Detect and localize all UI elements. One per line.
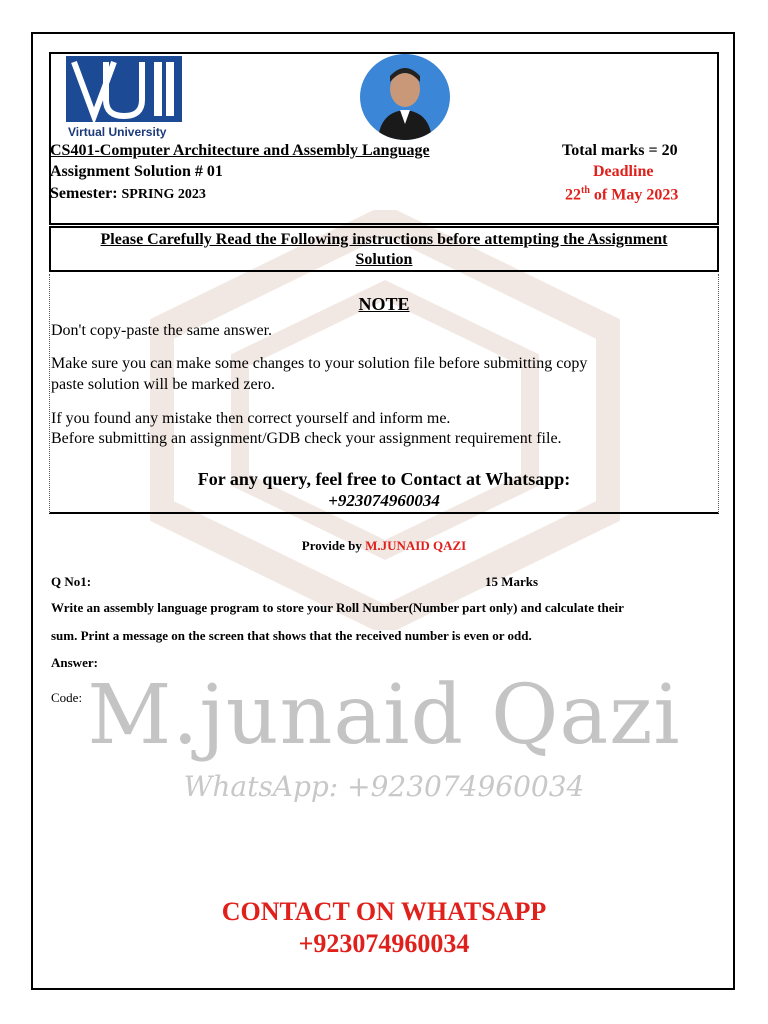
deadline-date <box>565 185 678 204</box>
instructions-line1: Please Carefully Read the Following instructions before attempting the Assignment <box>100 231 668 248</box>
question-text-2: sum. Print a message on the screen that shows that the received number is even or odd. <box>51 628 532 643</box>
answer-label: Answer: <box>51 655 98 670</box>
deadline-label: Deadline <box>593 163 654 180</box>
contact-title: For any query, feel free to Contact at Whatsapp: <box>197 469 571 489</box>
assignment-title: Assignment Solution # 01 <box>50 163 223 180</box>
logo-caption: Virtual University <box>68 125 167 139</box>
semester-value: SPRING 2023 <box>121 187 206 202</box>
question-marks: 15 Marks <box>485 574 539 589</box>
footer-contact-title: CONTACT ON WHATSAPP <box>221 897 547 926</box>
code-label: Code: <box>51 690 83 705</box>
instructions-heading <box>49 226 719 272</box>
deadline-suffix: th <box>581 185 590 196</box>
course-title: CS401-Computer Architecture and Assembly Language <box>50 142 430 159</box>
note-title: NOTE <box>358 294 410 314</box>
note-paragraph-2a: Make sure you can make some changes to your solution file before submitting copy <box>51 355 588 372</box>
watermark-whatsapp: WhatsApp: +923074960034 <box>183 770 585 803</box>
provided-by <box>0 538 768 554</box>
footer-contact-phone: +923074960034 <box>298 929 470 958</box>
deadline-day: 22 <box>565 186 581 204</box>
question-label: Q No1: <box>51 574 92 589</box>
deadline-month-year: of May 2023 <box>589 186 679 204</box>
semester-label: Semester: <box>50 185 118 202</box>
semester-line <box>50 185 206 203</box>
watermark-name: M.junaid Qazi <box>87 668 681 763</box>
contact-phone: +923074960034 <box>328 491 440 510</box>
note-paragraph-2b: paste solution will be marked zero. <box>51 376 275 393</box>
provided-prefix: Provide by <box>301 538 366 553</box>
question-text-1: Write an assembly language program to store your Roll Number(Number part only) and calculate their <box>51 600 624 615</box>
author-avatar <box>360 54 450 140</box>
note-paragraph-3b: Before submitting an assignment/GDB check your assignment requirement file. <box>51 430 562 447</box>
instructions-line2: Solution <box>355 251 413 268</box>
note-paragraph-1: Don't copy-paste the same answer. <box>51 322 273 339</box>
note-paragraph-3a: If you found any mistake then correct yourself and inform me. <box>51 410 451 427</box>
total-marks: Total marks = 20 <box>562 142 678 159</box>
provided-name: M.JUNAID QAZI <box>365 538 467 553</box>
